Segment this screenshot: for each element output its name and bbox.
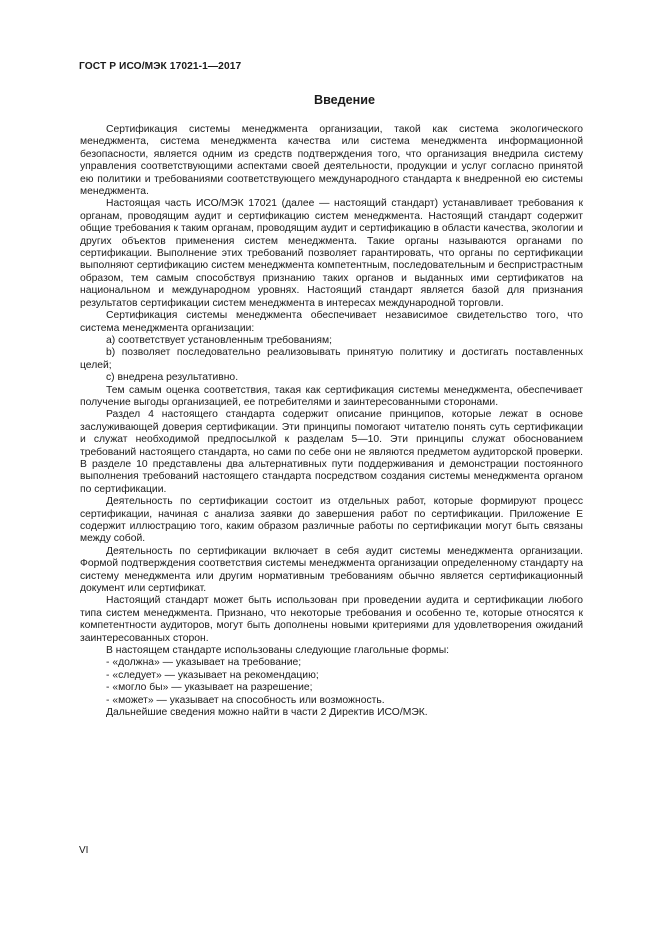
paragraph: Раздел 4 настоящего стандарта содержит описание принципов, которые лежат в основе заслуживающей доверия сертификации. Эти принципы помогают читателю понять суть сертификации и служат необходимой предпосылкой к разделам 5—10. Эти принципы служат обоснованием требований настоящего стандарта, но сами по себе они не являются предметом аудиторской проверки. В разделе 10 представлены два альтернативных пути поддерживания и демонстрации постоянного выполнения требований настоящего стандарта посредством создания системы менеджмента органом по сертификации. (80, 409, 583, 495)
paragraph: Дальнейшие сведения можно найти в части 2 Директив ИСО/МЭК. (106, 707, 428, 719)
dash-list-item: - «может» — указывает на способность или возможность. (106, 694, 385, 706)
dash-list-item: - «могло бы» — указывает на разрешение; (106, 682, 313, 694)
list-item: b) позволяет последовательно реализовывать принятую политику и достигать поставленных целей; (80, 347, 583, 371)
section-title: Введение (313, 93, 376, 107)
paragraph: В настоящем стандарте использованы следующие глагольные формы: (106, 645, 450, 657)
list-item: a) соответствует установленным требованиям; (106, 334, 333, 346)
paragraph: Деятельность по сертификации состоит из отдельных работ, которые формируют процесс сертификации, начиная с анализа заявки до завершения работ по сертификации. Приложение Е содержит иллюстрацию того, каким образом различные работы по сертификации могут быть связаны между собой. (80, 496, 583, 545)
paragraph: Деятельность по сертификации включает в себя аудит системы менеджмента организации. Формой подтверждения соответствия системы менеджмента организации определенному стандарту на систему менеджмента или другим нормативным требованиям обычно является сертификационный документ или сертификат. (80, 545, 583, 595)
paragraph: Сертификация системы менеджмента организации, такой как система экологического менеджмента, система менеджмента качества или система менеджмента информационной безопасности, является одним из средств подтверждения того, что организация внедрила систему управления соответствующими аспектами своей деятельности, продукции и услуг согласно принятой ею политики и требованиями соответствующего международного стандарта к внедренной ею системы менеджмента. (80, 124, 583, 198)
dash-list-item: - «должна» — указывает на требование; (106, 657, 302, 669)
introduction-body (80, 124, 583, 720)
standard-id-header: ГОСТ Р ИСО/МЭК 17021-1—2017 (79, 61, 242, 72)
dash-list-item: - «следует» — указывает на рекомендацию; (106, 669, 319, 681)
paragraph: Настоящая часть ИСО/МЭК 17021 (далее — настоящий стандарт) устанавливает требования к органам, проводящим аудит и сертификацию систем менеджмента. Настоящий стандарт содержит общие требования к таким органам, проводящим аудит и сертификацию в области качества, экологии и других объектов применения систем менеджмента. Такие органы называются органами по сертификации. Выполнение этих требований позволяет гарантировать, что органы по сертификации выполняют сертификацию систем менеджмента компетентным, последовательным и беспристрастным образом, тем самым способствуя признанию таких органов и выданных ими сертификатов на национальном и международном уровнях. Настоящий стандарт является базой для признания результатов сертификации систем менеджмента в интересах международной торговли. (80, 198, 583, 309)
page-number: VI (79, 845, 89, 856)
paragraph: Сертификация системы менеджмента обеспечивает независимое свидетельство того, что система менеджмента организации: (80, 310, 583, 334)
list-item: c) внедрена результативно. (106, 372, 239, 384)
paragraph: Настоящий стандарт может быть использован при проведении аудита и сертификации любого типа систем менеджмента. Признано, что некоторые требования и особенно те, которые относятся к компетентности аудиторов, могут быть дополнены новыми критериями для удовлетворения ожиданий заинтересованных сторон. (80, 595, 583, 644)
paragraph: Тем самым оценка соответствия, такая как сертификация системы менеджмента, обеспечивает получение выгоды организацией, ее потребителями и заинтересованными сторонами. (80, 384, 583, 408)
